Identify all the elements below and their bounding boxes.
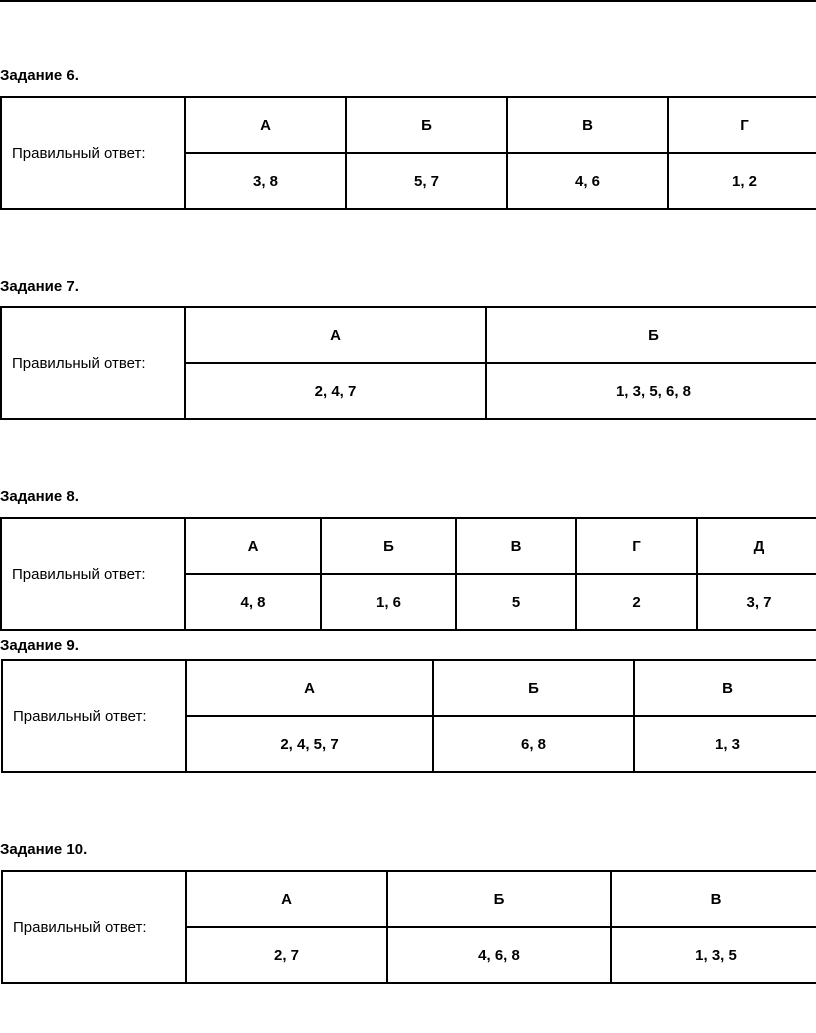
column-header: Б	[346, 97, 507, 153]
answer-cell: 3, 8	[185, 153, 346, 209]
column-header: Б	[321, 518, 456, 574]
answer-cell: 5	[456, 574, 576, 630]
answer-label: Правильный ответ:	[2, 871, 186, 983]
column-header: А	[185, 307, 486, 363]
table-row	[1, 97, 816, 153]
answer-cell: 6, 8	[433, 716, 634, 772]
answer-cell: 1, 2	[668, 153, 816, 209]
task-6-heading: Задание 6.	[0, 67, 79, 84]
answer-cell: 4, 8	[185, 574, 321, 630]
answer-cell: 5, 7	[346, 153, 507, 209]
task-10-answer-table	[1, 870, 816, 984]
table-row	[2, 660, 816, 716]
answer-cell: 1, 3, 5	[611, 927, 816, 983]
task-9-heading: Задание 9.	[0, 637, 79, 654]
answer-cell: 4, 6, 8	[387, 927, 611, 983]
answer-cell: 2	[576, 574, 697, 630]
column-header: В	[611, 871, 816, 927]
answer-cell: 2, 4, 7	[185, 363, 486, 419]
column-header: А	[185, 518, 321, 574]
column-header: Б	[387, 871, 611, 927]
task-8-answer-table	[0, 517, 816, 631]
column-header: А	[185, 97, 346, 153]
column-header: А	[186, 871, 387, 927]
answer-cell: 4, 6	[507, 153, 668, 209]
task-7-heading: Задание 7.	[0, 278, 79, 295]
table-row	[1, 518, 816, 574]
column-header: Б	[486, 307, 816, 363]
answer-cell: 1, 3, 5, 6, 8	[486, 363, 816, 419]
answer-label: Правильный ответ:	[1, 307, 185, 419]
task-9-answer-table	[1, 659, 816, 773]
answer-label: Правильный ответ:	[1, 518, 185, 630]
top-divider	[0, 0, 816, 2]
column-header: А	[186, 660, 433, 716]
answer-cell: 1, 3	[634, 716, 816, 772]
column-header: Д	[697, 518, 816, 574]
answer-cell: 3, 7	[697, 574, 816, 630]
task-7-answer-table	[0, 306, 816, 420]
column-header: В	[456, 518, 576, 574]
column-header: Г	[668, 97, 816, 153]
column-header: В	[634, 660, 816, 716]
table-row	[2, 871, 816, 927]
answer-cell: 2, 4, 5, 7	[186, 716, 433, 772]
answer-label: Правильный ответ:	[2, 660, 186, 772]
column-header: Г	[576, 518, 697, 574]
column-header: В	[507, 97, 668, 153]
answer-label: Правильный ответ:	[1, 97, 185, 209]
answer-cell: 2, 7	[186, 927, 387, 983]
task-6-answer-table	[0, 96, 816, 210]
column-header: Б	[433, 660, 634, 716]
answer-cell: 1, 6	[321, 574, 456, 630]
table-row	[1, 307, 816, 363]
task-8-heading: Задание 8.	[0, 488, 79, 505]
task-10-heading: Задание 10.	[0, 841, 88, 858]
